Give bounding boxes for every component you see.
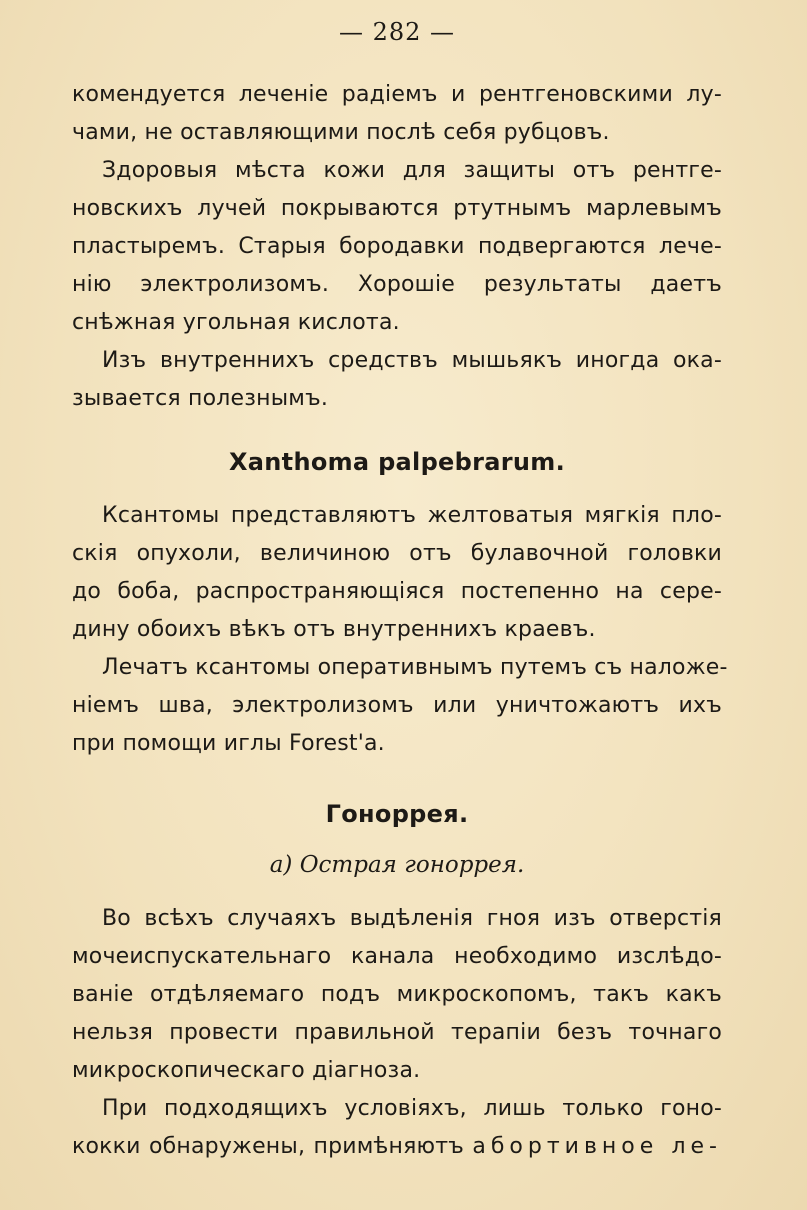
page-number: — 282 — (338, 18, 456, 46)
section-heading-gonorrhea: Гоноррея. (325, 800, 469, 828)
text-line: нельзя провести правильной терапіи безъ точнаго (72, 1020, 722, 1045)
subsection-heading-acute-gonorrhea: a) Острая гоноррея. (269, 852, 525, 878)
text-line: мочеиспускательнаго канала необходимо изслѣдо- (72, 944, 722, 969)
text-line: снѣжная угольная кислота. (72, 310, 400, 335)
text-line: чами, не оставляющими послѣ себя рубцовъ. (72, 120, 610, 145)
text-line: комендуется леченіе радіемъ и рентгеновскими лу- (72, 82, 722, 107)
text-line: до боба, распространяющіяся постепенно на сере- (72, 579, 722, 604)
text-line: микроскопическаго діагноза. (72, 1058, 421, 1083)
text-line: при помощи иглы Forest'a. (72, 731, 385, 756)
text-line: Ксантомы представляютъ желтоватыя мягкія пло- (102, 503, 722, 528)
text-line: ваніе отдѣляемаго подъ микроскопомъ, такъ какъ (72, 982, 722, 1007)
section-xanthoma (72, 497, 728, 763)
text-line: зывается полезнымъ. (72, 386, 329, 411)
text-line: дину обоихъ вѣкъ отъ внутреннихъ краевъ. (72, 617, 596, 642)
text-line (72, 1128, 722, 1166)
text-line: Изъ внутреннихъ средствъ мышьякъ иногда ока- (102, 348, 722, 373)
text-segment: кокки обнаружены, примѣняютъ (72, 1134, 473, 1159)
text-line: Здоровыя мѣста кожи для защиты отъ рентге- (102, 158, 722, 183)
text-line: Лечатъ ксантомы оперативнымъ путемъ съ наложе- (102, 655, 728, 680)
text-line: ніемъ шва, электролизомъ или уничтожаютъ ихъ (72, 693, 722, 718)
section-warts-treatment (72, 76, 722, 418)
text-line: новскихъ лучей покрываются ртутнымъ марлевымъ (72, 196, 722, 221)
text-line: скія опухоли, величиною отъ булавочной головки (72, 541, 722, 566)
text-line: При подходящихъ условіяхъ, лишь только гоно- (102, 1096, 722, 1121)
text-line: Во всѣхъ случаяхъ выдѣленія гноя изъ отверстія (102, 906, 722, 931)
section-heading-xanthoma: Xanthoma palpebrarum. (228, 448, 565, 476)
emphasized-spaced-text: абортивное ле- (472, 1134, 722, 1159)
text-line: пластыремъ. Старыя бородавки подвергаются лече- (72, 234, 722, 259)
text-line: нію электролизомъ. Хорошіе результаты даетъ (72, 272, 722, 297)
section-gonorrhea (72, 900, 722, 1166)
